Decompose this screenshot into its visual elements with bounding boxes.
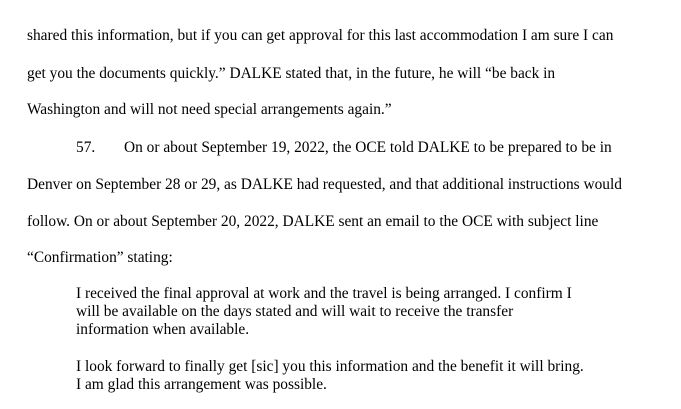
body-line: “Confirmation” stating:	[27, 249, 173, 266]
quote-line: information when available.	[76, 321, 250, 338]
paragraph-number: 57.	[76, 139, 96, 156]
body-line: shared this information, but if you can get approval for this last accommodation I am sure I can	[27, 27, 614, 44]
paragraph-57-first-line	[76, 139, 612, 157]
block-quote-paragraph	[76, 285, 572, 339]
body-line: Denver on September 28 or 29, as DALKE had requested, and that additional instructions would	[27, 176, 622, 193]
quote-line: will be available on the days stated and will wait to receive the transfer	[76, 303, 514, 320]
quote-line: I look forward to finally get [sic] you this information and the benefit it will bring.	[76, 358, 584, 375]
body-line: get you the documents quickly.” DALKE stated that, in the future, he will “be back in	[27, 65, 556, 82]
paragraph-text: On or about September 19, 2022, the OCE told DALKE to be prepared to be in	[124, 139, 612, 156]
quote-line: I am glad this arrangement was possible.	[76, 376, 327, 393]
quote-line: I received the final approval at work and the travel is being arranged. I confirm I	[76, 285, 572, 302]
body-line: follow. On or about September 20, 2022, DALKE sent an email to the OCE with subject line	[27, 213, 599, 230]
body-line: Washington and will not need special arrangements again.”	[27, 101, 392, 118]
block-quote-paragraph	[76, 358, 584, 394]
